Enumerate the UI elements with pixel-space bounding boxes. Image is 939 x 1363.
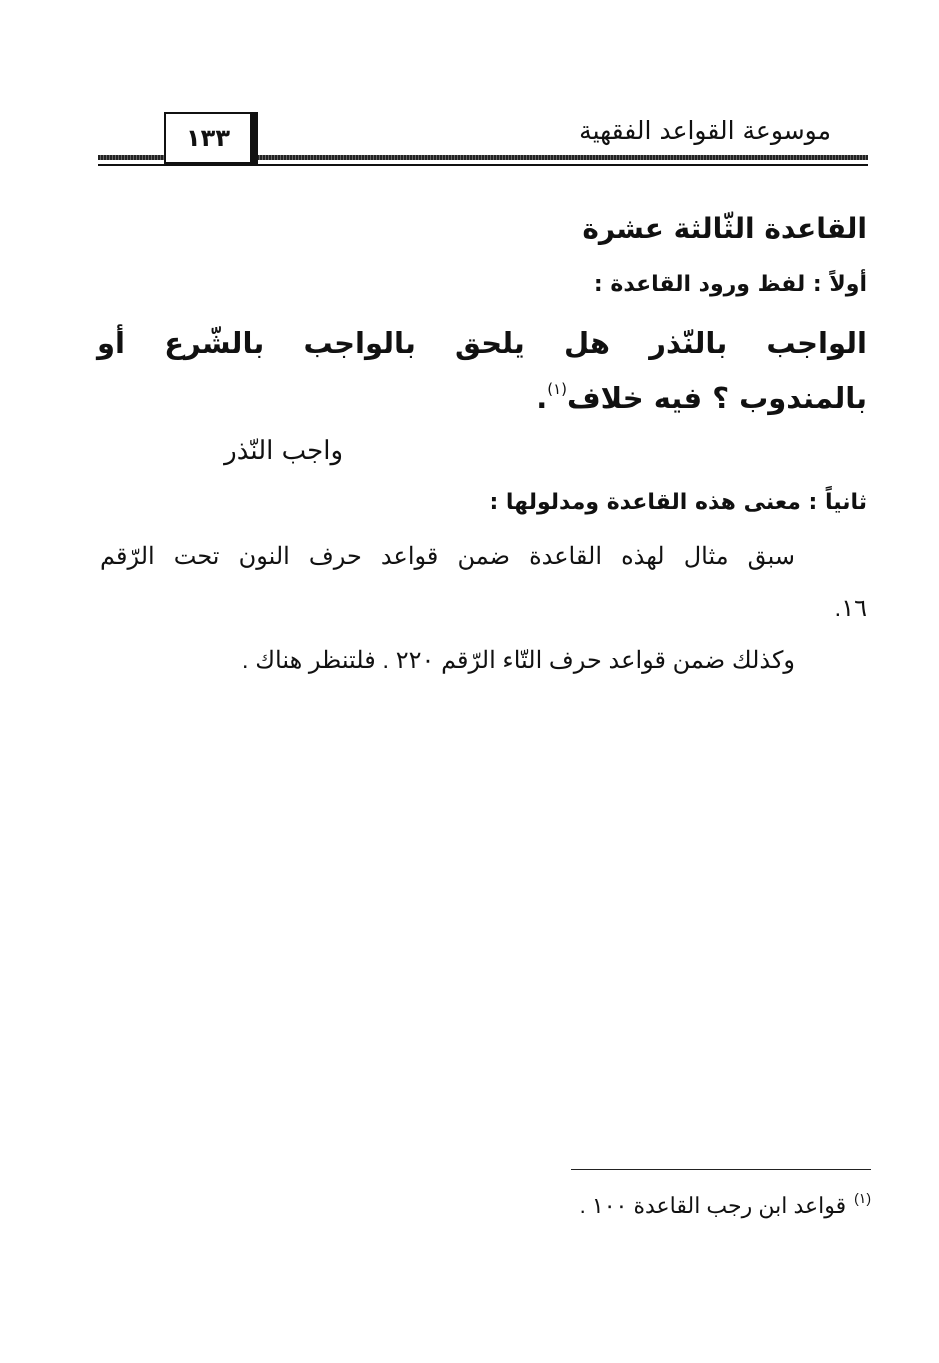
- rule-text-end: .: [536, 381, 548, 415]
- footnote: [580, 1190, 871, 1219]
- keyword: واجب النّذر: [224, 436, 343, 466]
- running-title: موسوعة القواعد الفقهية: [579, 116, 831, 145]
- page-number: ١٣٣: [164, 112, 252, 164]
- rule-text-line-2-text: بالمندوب ؟ فيه خلاف: [567, 381, 867, 415]
- footnote-reference[interactable]: (١): [547, 380, 567, 398]
- footnote-separator: [571, 1169, 871, 1170]
- rule-title: القاعدة الثّالثة عشرة: [582, 212, 867, 245]
- paragraph-2: وكذلك ضمن قواعد حرف التّاء الرّقم ٢٢٠ . فلتنظر هناك .: [241, 647, 795, 674]
- rule-text-line-2: [536, 380, 867, 415]
- paragraph-1-line-2: ١٦.: [834, 595, 867, 622]
- paragraph-1-line-1: سبق مثال لهذه القاعدة ضمن قواعد حرف النون تحت الرّقم: [100, 543, 795, 570]
- rule-text-line-1: الواجب بالنّذر هل يلحق بالواجب بالشّرع أو: [97, 326, 867, 360]
- footnote-text: قواعد ابن رجب القاعدة ١٠٠ .: [579, 1193, 847, 1218]
- section-2-heading: ثانياً : معنى هذه القاعدة ومدلولها :: [489, 490, 867, 515]
- footnote-marker: (١): [854, 1190, 871, 1206]
- section-1-heading: أولاً : لفظ ورود القاعدة :: [593, 272, 867, 297]
- header-rule-thin: [98, 164, 868, 166]
